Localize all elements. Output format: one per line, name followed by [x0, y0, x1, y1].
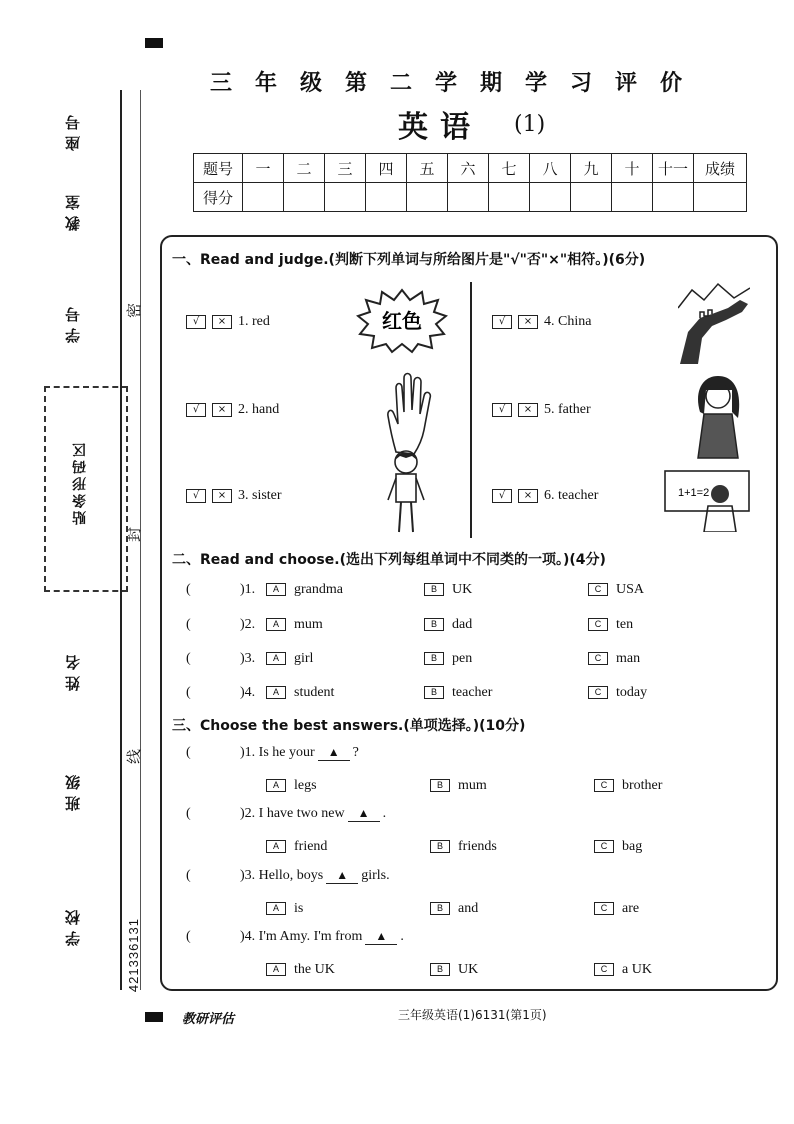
- girl-picture: [686, 372, 748, 462]
- tick-box[interactable]: √: [186, 489, 206, 503]
- score-row-label: 得分: [194, 183, 243, 212]
- option-a-badge[interactable]: A: [266, 583, 286, 596]
- label-classroom: 教室: [64, 189, 82, 231]
- question-number: )3.: [240, 651, 256, 666]
- option-b: and: [458, 901, 479, 916]
- boy-body: [396, 474, 416, 502]
- cross-box[interactable]: ×: [212, 489, 232, 503]
- option-c-badge[interactable]: C: [594, 963, 614, 976]
- score-entry[interactable]: [243, 183, 284, 212]
- barcode-label: 贴条形码区: [72, 440, 88, 525]
- question-end: .: [400, 929, 404, 944]
- option-c: today: [616, 685, 648, 700]
- option-c-badge[interactable]: C: [588, 686, 608, 699]
- answer-paren[interactable]: (: [186, 685, 191, 700]
- score-entry[interactable]: [694, 183, 747, 212]
- question-end: .: [382, 806, 387, 821]
- boy-picture: [384, 448, 428, 538]
- option-c-badge[interactable]: C: [588, 652, 608, 665]
- score-cell: 七: [489, 154, 530, 183]
- answer-paren[interactable]: (: [186, 868, 191, 883]
- option-b: mum: [458, 778, 487, 793]
- starburst-text: 红色: [382, 309, 422, 333]
- judge-item-6: [492, 488, 598, 504]
- option-b: teacher: [452, 685, 493, 700]
- answer-blank[interactable]: ▲: [365, 929, 397, 945]
- judge-word: 6. teacher: [544, 488, 599, 503]
- choose-question-1: [186, 582, 644, 598]
- score-entry[interactable]: [653, 183, 694, 212]
- score-table-header-row: [194, 154, 747, 183]
- option-c: man: [616, 651, 641, 666]
- question-number: )1.: [240, 582, 256, 597]
- label-school: 学校: [64, 904, 82, 946]
- cross-box[interactable]: ×: [212, 315, 232, 329]
- score-cell: 十一: [653, 154, 694, 183]
- option-b-badge[interactable]: B: [424, 618, 444, 631]
- score-cell: 五: [407, 154, 448, 183]
- teacher-picture: [664, 470, 750, 532]
- judge-item-5: [492, 402, 591, 418]
- answer-paren[interactable]: (: [186, 582, 191, 597]
- question-number: )1.: [240, 745, 256, 760]
- option-c: USA: [616, 582, 645, 597]
- option-b-badge[interactable]: B: [430, 840, 450, 853]
- question-number: )2.: [240, 617, 256, 632]
- option-b: pen: [452, 651, 473, 666]
- section1-divider: [470, 282, 472, 538]
- score-entry[interactable]: [325, 183, 366, 212]
- option-b: friends: [458, 839, 497, 854]
- option-b-badge[interactable]: B: [430, 902, 450, 915]
- question-end: girls.: [361, 868, 390, 883]
- option-c: brother: [622, 778, 663, 793]
- option-a-badge[interactable]: A: [266, 686, 286, 699]
- boy-arm-right: [416, 478, 424, 500]
- cross-box[interactable]: ×: [212, 403, 232, 417]
- subject-title: 英语: [398, 110, 482, 145]
- judge-item-2: [186, 402, 279, 418]
- question-number: )4.: [240, 929, 256, 944]
- option-a-badge[interactable]: A: [266, 652, 286, 665]
- hand-outline: [388, 374, 430, 455]
- option-c-badge[interactable]: C: [594, 840, 614, 853]
- option-a: student: [294, 685, 335, 700]
- question-stem: Is he your: [258, 745, 315, 760]
- section2-title: 二、Read and choose.(选出下列每组单词中不同类的一项。)(4分): [172, 552, 606, 568]
- answer-paren[interactable]: (: [186, 806, 191, 821]
- option-a-badge[interactable]: A: [266, 779, 286, 792]
- girl-hair: [698, 376, 739, 418]
- option-b: UK: [452, 582, 473, 597]
- mc-options-3: [266, 901, 639, 917]
- blackboard-text: 1+1=2: [678, 487, 710, 499]
- tick-box[interactable]: √: [492, 315, 512, 329]
- score-cell: 三: [325, 154, 366, 183]
- question-stem: Hello, boys: [258, 868, 324, 883]
- label-student-id: 学号: [64, 301, 82, 343]
- label-name: 姓名: [64, 649, 82, 691]
- judge-item-1: [186, 314, 270, 330]
- score-entry[interactable]: [612, 183, 653, 212]
- seal-char-xian: 线: [125, 748, 144, 765]
- mc-question-3: [186, 868, 390, 884]
- option-b: dad: [452, 617, 473, 632]
- judge-word: 4. China: [544, 314, 592, 329]
- tick-box[interactable]: √: [492, 489, 512, 503]
- cross-box[interactable]: ×: [518, 315, 538, 329]
- cross-box[interactable]: ×: [518, 403, 538, 417]
- question-stem: I'm Amy. I'm from: [258, 929, 363, 944]
- score-entry[interactable]: [571, 183, 612, 212]
- option-c: ten: [616, 617, 634, 632]
- girl-dress: [698, 414, 738, 458]
- option-a: grandma: [294, 582, 343, 597]
- registration-mark-bottom: [145, 1012, 163, 1022]
- mc-question-4: [186, 929, 404, 945]
- choose-question-3: [186, 651, 640, 667]
- score-cell: 二: [284, 154, 325, 183]
- seal-char-feng: 封: [125, 526, 144, 543]
- hand-picture: [384, 368, 434, 458]
- score-cell: 十: [612, 154, 653, 183]
- score-cell: 九: [571, 154, 612, 183]
- mc-options-2: [266, 839, 642, 855]
- option-c-badge[interactable]: C: [594, 902, 614, 915]
- score-cell: 成绩: [694, 154, 747, 183]
- tick-box[interactable]: √: [186, 315, 206, 329]
- question-stem: I have two new: [258, 806, 345, 821]
- score-table-score-row: [194, 183, 747, 212]
- score-cell: 八: [530, 154, 571, 183]
- option-b-badge[interactable]: B: [424, 583, 444, 596]
- boy-arm-left: [388, 478, 396, 500]
- mc-options-4: [266, 962, 652, 978]
- answer-blank[interactable]: ▲: [326, 868, 358, 884]
- label-class: 班级: [64, 769, 82, 811]
- serial-number: 421336131: [126, 918, 141, 993]
- option-b-badge[interactable]: B: [430, 779, 450, 792]
- score-entry[interactable]: [489, 183, 530, 212]
- answer-paren[interactable]: (: [186, 651, 191, 666]
- option-a: girl: [294, 651, 314, 666]
- footer-page-info: 三年级英语(1)6131(第1页): [398, 1008, 547, 1022]
- option-b: UK: [458, 962, 479, 977]
- great-wall-picture: [678, 278, 750, 364]
- score-entry[interactable]: [407, 183, 448, 212]
- judge-word: 3. sister: [238, 488, 282, 503]
- option-a: the UK: [294, 962, 335, 977]
- answer-blank[interactable]: ▲: [348, 806, 380, 822]
- answer-paren[interactable]: (: [186, 617, 191, 632]
- score-cell: 四: [366, 154, 407, 183]
- judge-word: 1. red: [238, 314, 270, 329]
- mc-options-1: [266, 778, 662, 794]
- option-b-badge[interactable]: B: [424, 686, 444, 699]
- option-b-badge[interactable]: B: [424, 652, 444, 665]
- wall-shape: [680, 300, 748, 364]
- option-c: a UK: [622, 962, 652, 977]
- option-a-badge[interactable]: A: [266, 618, 286, 631]
- judge-item-3: [186, 488, 282, 504]
- section3-title: 三、Choose the best answers.(单项选择。)(10分): [172, 718, 526, 734]
- seal-char-mi: 密: [125, 302, 144, 319]
- mc-question-2: [186, 806, 386, 822]
- paper-number: (1): [514, 112, 546, 137]
- option-c-badge[interactable]: C: [594, 779, 614, 792]
- option-c-badge[interactable]: C: [588, 583, 608, 596]
- score-entry[interactable]: [284, 183, 325, 212]
- score-entry[interactable]: [448, 183, 489, 212]
- boy-leg-left: [399, 502, 401, 532]
- choose-question-4: [186, 685, 647, 701]
- red-starburst-picture: [356, 288, 448, 354]
- score-cell: 题号: [194, 154, 243, 183]
- footer-publisher: 教研评估: [182, 1012, 235, 1027]
- option-c: are: [622, 901, 640, 916]
- choose-question-2: [186, 617, 633, 633]
- option-a: friend: [294, 839, 328, 854]
- registration-mark-top: [145, 38, 163, 48]
- answer-paren[interactable]: (: [186, 929, 191, 944]
- teacher-head: [711, 485, 729, 503]
- option-c: bag: [622, 839, 643, 854]
- option-a: legs: [294, 778, 317, 793]
- boy-leg-right: [411, 502, 413, 532]
- exam-title: 三年级第二学期学习评价: [210, 71, 706, 96]
- score-entry[interactable]: [366, 183, 407, 212]
- question-number: )3.: [240, 868, 256, 883]
- option-a-badge[interactable]: A: [266, 902, 286, 915]
- judge-word: 5. father: [544, 402, 591, 417]
- score-entry[interactable]: [530, 183, 571, 212]
- mc-question-1: [186, 745, 359, 761]
- tick-box[interactable]: √: [492, 403, 512, 417]
- judge-word: 2. hand: [238, 402, 280, 417]
- judge-item-4: [492, 314, 591, 330]
- option-a: is: [294, 901, 304, 916]
- cross-box[interactable]: ×: [518, 489, 538, 503]
- score-table: [193, 153, 747, 212]
- answer-blank[interactable]: ▲: [318, 745, 350, 761]
- tick-box[interactable]: √: [186, 403, 206, 417]
- question-number: )2.: [240, 806, 256, 821]
- score-cell: 一: [243, 154, 284, 183]
- option-a-badge[interactable]: A: [266, 963, 286, 976]
- label-seat-number: 座号: [64, 109, 82, 151]
- option-a-badge[interactable]: A: [266, 840, 286, 853]
- answer-paren[interactable]: (: [186, 745, 191, 760]
- score-cell: 六: [448, 154, 489, 183]
- option-c-badge[interactable]: C: [588, 618, 608, 631]
- section1-title: 一、Read and judge.(判断下列单词与所给图片是"√"否"×"相符。)(6分): [172, 252, 646, 268]
- option-b-badge[interactable]: B: [430, 963, 450, 976]
- option-a: mum: [294, 617, 323, 632]
- teacher-body: [704, 506, 736, 532]
- question-end: ?: [352, 745, 359, 760]
- question-number: )4.: [240, 685, 256, 700]
